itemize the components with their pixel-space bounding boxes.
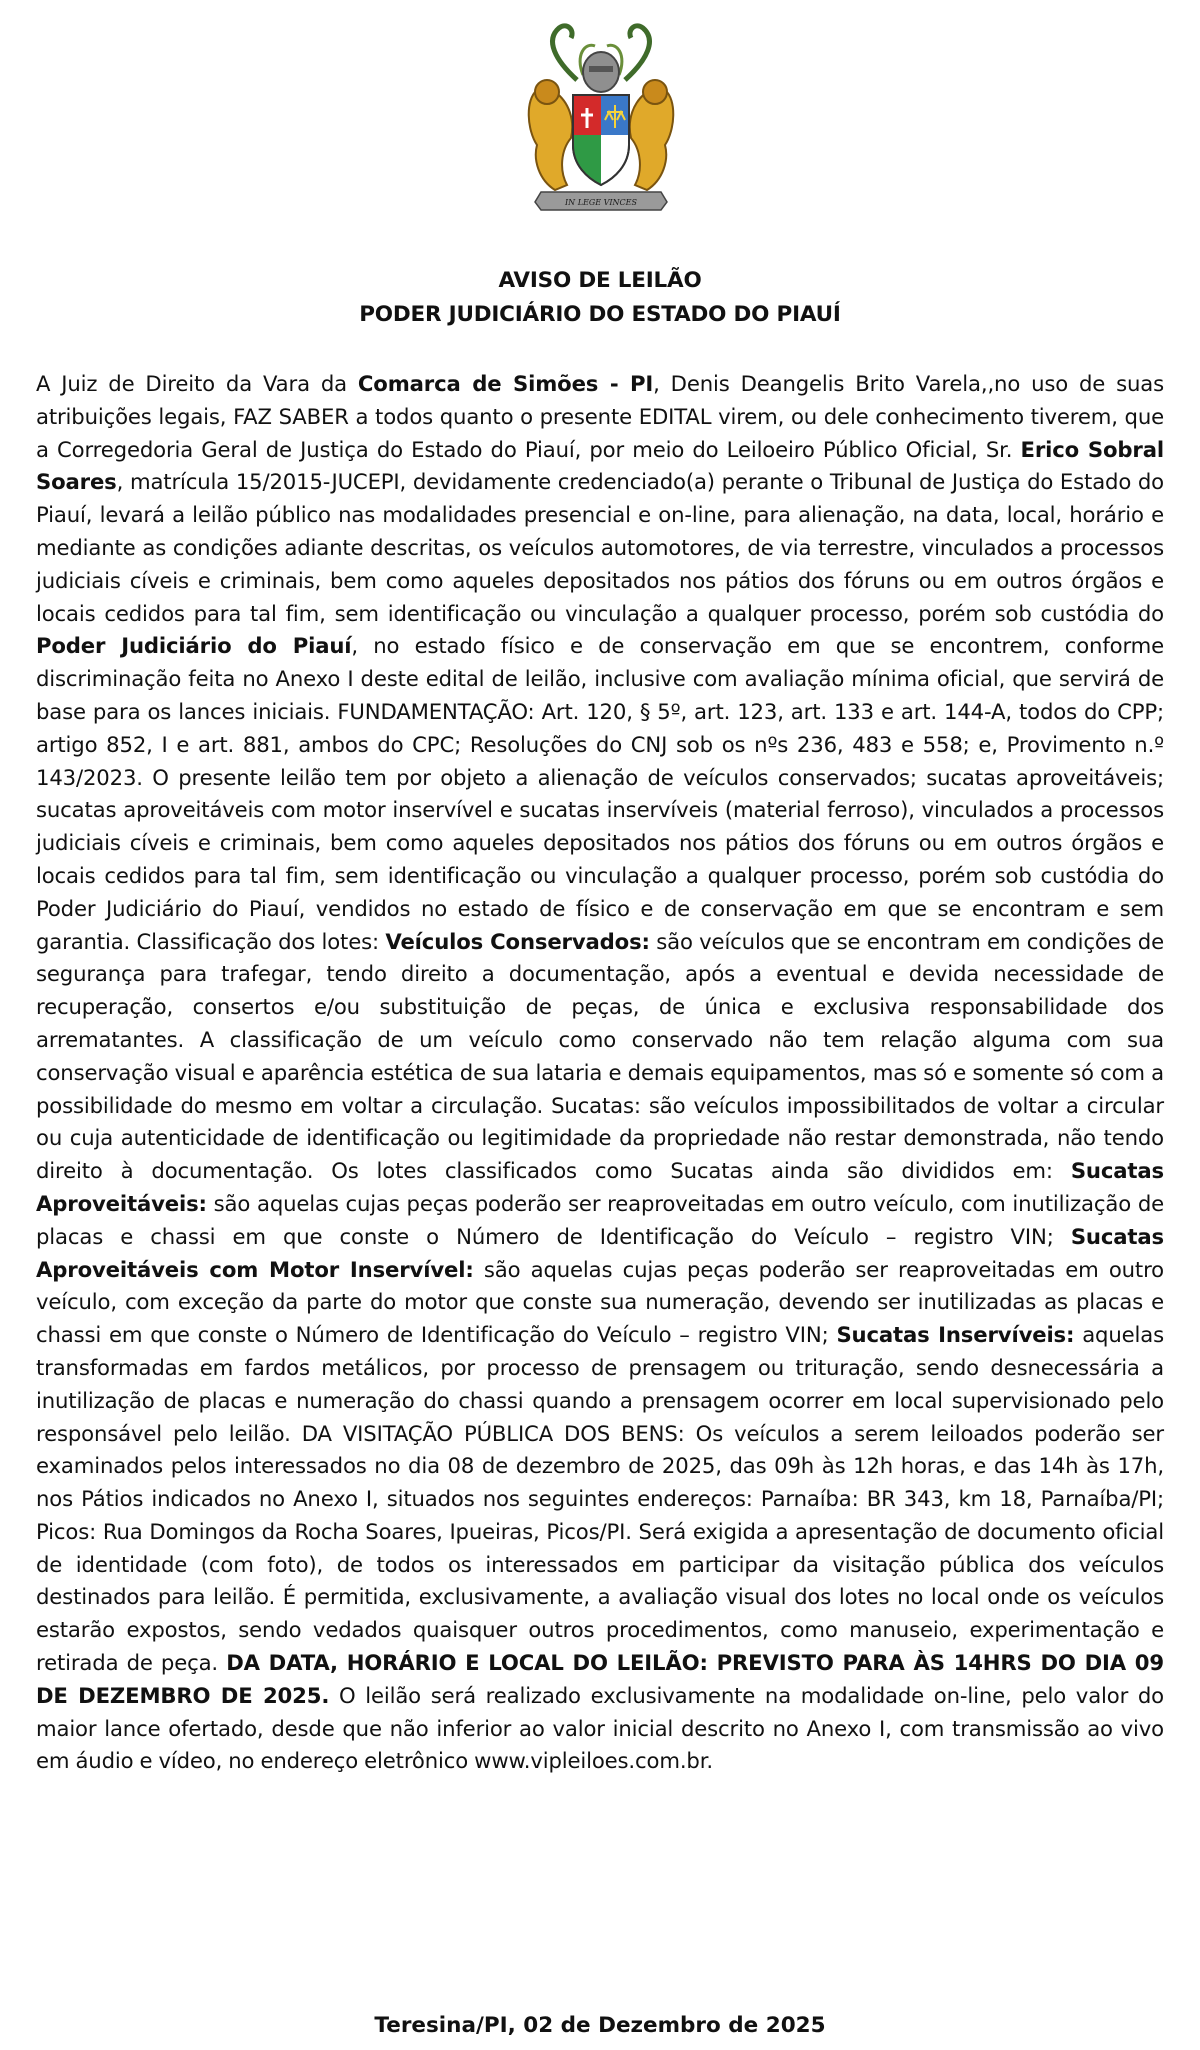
court-name: Comarca de Simões - PI — [357, 371, 654, 396]
auction-date-heading: DA DATA, HORÁRIO E LOCAL DO LEILÃO: PREVISTO PARA ÀS 14HRS DO DIA 09 DE DEZEMBRO DE 2025. — [36, 1650, 1164, 1708]
usable-scrap-label: Sucatas Aproveitáveis: — [36, 1158, 1164, 1216]
conserved-vehicles-label: Veículos Conservados: — [385, 928, 650, 954]
coat-of-arms-icon — [515, 20, 687, 220]
body-text: , no estado físico e de conservação em que se encontrem, conforme discriminação feita no Anexo I deste edital de leilão, inclusive com avaliação mínima oficial, que servirá de base para os lances iniciais. FUNDAMENTAÇÃO: Art. 120, § 5º, art. 123, art. 133 e art. 144-A, todos do CPP; artigo 852, I e art. 881, ambos do CPC; Resoluções do CNJ sob os nºs 236, 483 e 558; e, Provimento n.º 143/2023. O presente leilão tem por objeto a alienação de veículos conservados; sucatas aproveitáveis; sucatas aproveitáveis com motor inservível e sucatas inservíveis (material ferroso), vinculados a processos judiciais cíveis e criminais, bem como aqueles depositados nos pátios dos fóruns ou em outros órgãos e locais cedidos para tal fim, sem identificação ou vinculação a qualquer processo, porém sob custódia do Poder Judiciário do Piauí, vendidos no estado de físico e de conservação em que se encontram e sem garantia. Classificação dos lotes: — [36, 633, 1165, 954]
auctioneer-name: Erico Sobral Soares — [36, 436, 1164, 495]
crest-motto: IN LEGE VINCES — [564, 198, 638, 207]
notice-body — [36, 368, 1164, 1778]
document-subtitle: PODER JUDICIÁRIO DO ESTADO DO PIAUÍ — [359, 302, 841, 327]
body-text: , matrícula 15/2015-JUCEPI, devidamente credenciado(a) perante o Tribunal de Justiça do Estado do Piauí, levará a leilão público nas modalidades presencial e on-line, para alienação, na data, local, horário e mediante as condições adiante descritas, os veículos automotores, de via terrestre, vinculados a processos judiciais cíveis e criminais, bem como aqueles depositados nos pátios dos fóruns ou em outros órgãos e locais cedidos para tal fim, sem identificação ou vinculação a qualquer processo, porém sob custódia do — [36, 469, 1164, 626]
body-text: A Juiz de Direito da Vara da — [36, 371, 358, 396]
place-and-date: Teresina/PI, 02 de Dezembro de 2025 — [374, 2013, 826, 2038]
document-title: AVISO DE LEILÃO — [498, 268, 702, 293]
body-text: são veículos que se encontram em condições de segurança para trafegar, tendo direito a documentação, após a eventual e devida necessidade de recuperação, consertos e/ou substituição de peças, de única e exclusiva responsabilidade dos arrematantes. A classificação de um veículo como conservado não tem relação alguma com sua conservação visual e aparência estética de sua lataria e demais equipamentos, mas só e somente só com a possibilidade do mesmo em voltar a circulação. Sucatas: são veículos impossibilitados de voltar a circular ou cuja autenticidade de identificação ou legitimidade da propriedade não restar demonstrada, não tendo direito à documentação. Os lotes classificados como Sucatas ainda são divididos em: — [36, 928, 1164, 1184]
body-text: são aquelas cujas peças poderão ser reaproveitadas em outro veículo, com exceção da parte do motor que conste sua numeração, devendo ser inutilizadas as placas e chassi em que conste o Número de Identificação do Veículo – registro VIN; — [36, 1256, 1164, 1348]
body-text: aquelas transformadas em fardos metálicos, por processo de prensagem ou trituração, sendo desnecessária a inutilização de placas e numeração do chassi quando a prensagem ocorrer em local supervisionado pelo responsável pelo leilão. DA VISITAÇÃO PÚBLICA DOS BENS: Os veículos a serem leiloados poderão ser examinados pelos interessados no dia 08 de dezembro de 2025, das 09h às 12h horas, e das 14h às 17h, nos Pátios indicados no Anexo I, situados nos seguintes endereços: Parnaíba: BR 343, km 18, Parnaíba/PI; Picos: Rua Domingos da Rocha Soares, Ipueiras, Picos/PI. Será exigida a apresentação de documento oficial de identidade (com foto), de todos os interessados em participar da visitação pública dos veículos destinados para leilão. É permitida, exclusivamente, a avaliação visual dos lotes no local onde os veículos estarão expostos, sendo vedados quaisquer outros procedimentos, como manuseio, experimentação e retirada de peça. — [36, 1322, 1164, 1676]
judiciary-name: Poder Judiciário do Piauí — [36, 633, 352, 659]
usable-scrap-unusable-engine-label: Sucatas Aproveitáveis com Motor Inservível: — [36, 1223, 1164, 1282]
body-text: são aquelas cujas peças poderão ser reaproveitadas em outro veículo, com inutilização de placas e chassi em que conste o Número de Identificação do Veículo – registro VIN; — [36, 1190, 1164, 1249]
unusable-scrap-label: Sucatas Inservíveis: — [836, 1322, 1075, 1348]
body-text: , Denis Deangelis Brito Varela,,no uso de suas atribuições legais, FAZ SABER a todos quanto o presente EDITAL virem, ou dele conhecimento tiverem, que a Corregedoria Geral de Justiça do Estado do Piauí, por meio do Leiloeiro Público Oficial, Sr. — [36, 371, 1164, 462]
body-text: O leilão será realizado exclusivamente na modalidade on-line, pelo valor do maior lance ofertado, desde que não inferior ao valor inicial descrito no Anexo I, com transmissão ao vivo em áudio e vídeo, no endereço eletrônico www.vipleiloes.com.br. — [36, 1682, 1164, 1774]
